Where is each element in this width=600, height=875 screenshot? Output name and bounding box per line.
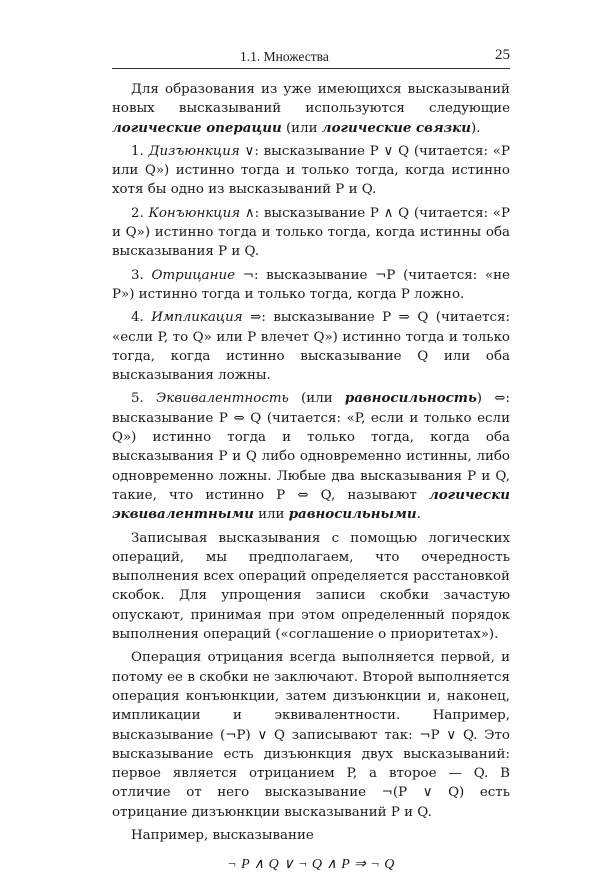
paragraph-example: Например, высказывание xyxy=(131,827,314,843)
text-span: ⇒: высказывание P ⇒ Q (читается: «если P, то Q» или P влечет Q») истинно тогда и только тогда, когда истинно высказывание Q или оба высказывания ложны. xyxy=(112,310,510,384)
text-span: ¬: высказывание ¬P (читается: «не P») истинно тогда и только тогда, когда P ложно. xyxy=(112,267,510,302)
text-span: или xyxy=(253,507,289,523)
paragraph-intro xyxy=(112,80,510,138)
formula-example: ¬ P ∧ Q ∨ ¬ Q ∧ P ⇒ ¬ Q xyxy=(227,857,395,873)
paragraph-disjunction xyxy=(112,142,510,200)
paragraph-implication xyxy=(112,308,510,385)
text-span: 2. xyxy=(131,205,149,221)
term-equivalence-alt: равносильность xyxy=(344,390,477,407)
term-logical-connectives: логические связки xyxy=(321,119,471,136)
paragraph-negation xyxy=(112,266,510,305)
paragraph-equivalence xyxy=(112,389,510,524)
term-logical-operations: логические операции xyxy=(112,119,282,136)
term-logically-equivalent: логически эквивалентными xyxy=(112,486,510,523)
section-title: 1.1. Множества xyxy=(240,49,329,64)
text-span: . xyxy=(416,507,421,523)
paragraph-conjunction xyxy=(112,204,510,262)
running-header xyxy=(112,46,510,68)
text-span: ∧: высказывание P ∧ Q (читается: «P и Q») истинно тогда и только тогда, когда истинны оба высказывания P и Q. xyxy=(112,205,510,260)
term-implication: Импликация xyxy=(151,310,243,326)
term-conjunction: Конъюнкция xyxy=(148,205,241,221)
paragraph-priority: Операция отрицания всегда выполняется первой, и потому ее в скобки не заключают. Второй выполняется операция конъюнкции, затем дизъюнкции и, наконец, импликации и эквивалентности. Например, высказывание (¬P) ∨ Q записывают так: ¬P ∨ Q. Это высказывание есть дизъюнкция двух высказываний: первое является отрицанием P, а второе — Q. В отличие от него высказывание ¬(P ∨ Q) есть отрицание дизъюнкции высказываний P и Q. xyxy=(112,650,510,820)
paragraph-brackets: Записывая высказывания с помощью логических операций, мы предполагаем, что очередность выполнения всех операций определяется расстановкой скобок. Для упрощения записи скобки зачастую опускают, принимая при этом определенный порядок выполнения операций («соглашение о приоритетах»). xyxy=(112,530,510,643)
term-disjunction: Дизъюнкция xyxy=(148,143,240,159)
term-negation: Отрицание xyxy=(151,267,236,283)
text-span: (или xyxy=(288,391,345,407)
term-equivalence: Эквивалентность xyxy=(156,391,289,407)
text-span: Для образования из уже имеющихся высказываний новых высказываний используются следующие xyxy=(112,82,510,117)
term-equipotent: равносильными xyxy=(288,506,417,523)
header-rule xyxy=(112,68,510,69)
text-span: 1. xyxy=(131,143,149,159)
text-span: (или xyxy=(281,120,322,136)
page-number: 25 xyxy=(495,47,510,63)
text-span: ∨: высказывание P ∨ Q (читается: «P или Q») истинно тогда и только тогда, когда истинно хотя бы одно из высказываний P и Q. xyxy=(112,143,510,198)
page-body xyxy=(112,80,510,875)
text-span: ). xyxy=(470,120,481,136)
text-span: 4. xyxy=(131,310,152,326)
text-span: ) ⇔: высказывание P ⇔ Q (читается: «P, если и только если Q») истинно тогда и только тогда, когда оба высказывания P и Q либо одновременно истинны, либо одновременно ложны. Любые два высказывания P и Q, такие, что истинно P ⇔ Q, называют xyxy=(112,391,510,503)
text-span: 3. xyxy=(131,267,152,283)
text-span: 5. xyxy=(131,391,157,407)
